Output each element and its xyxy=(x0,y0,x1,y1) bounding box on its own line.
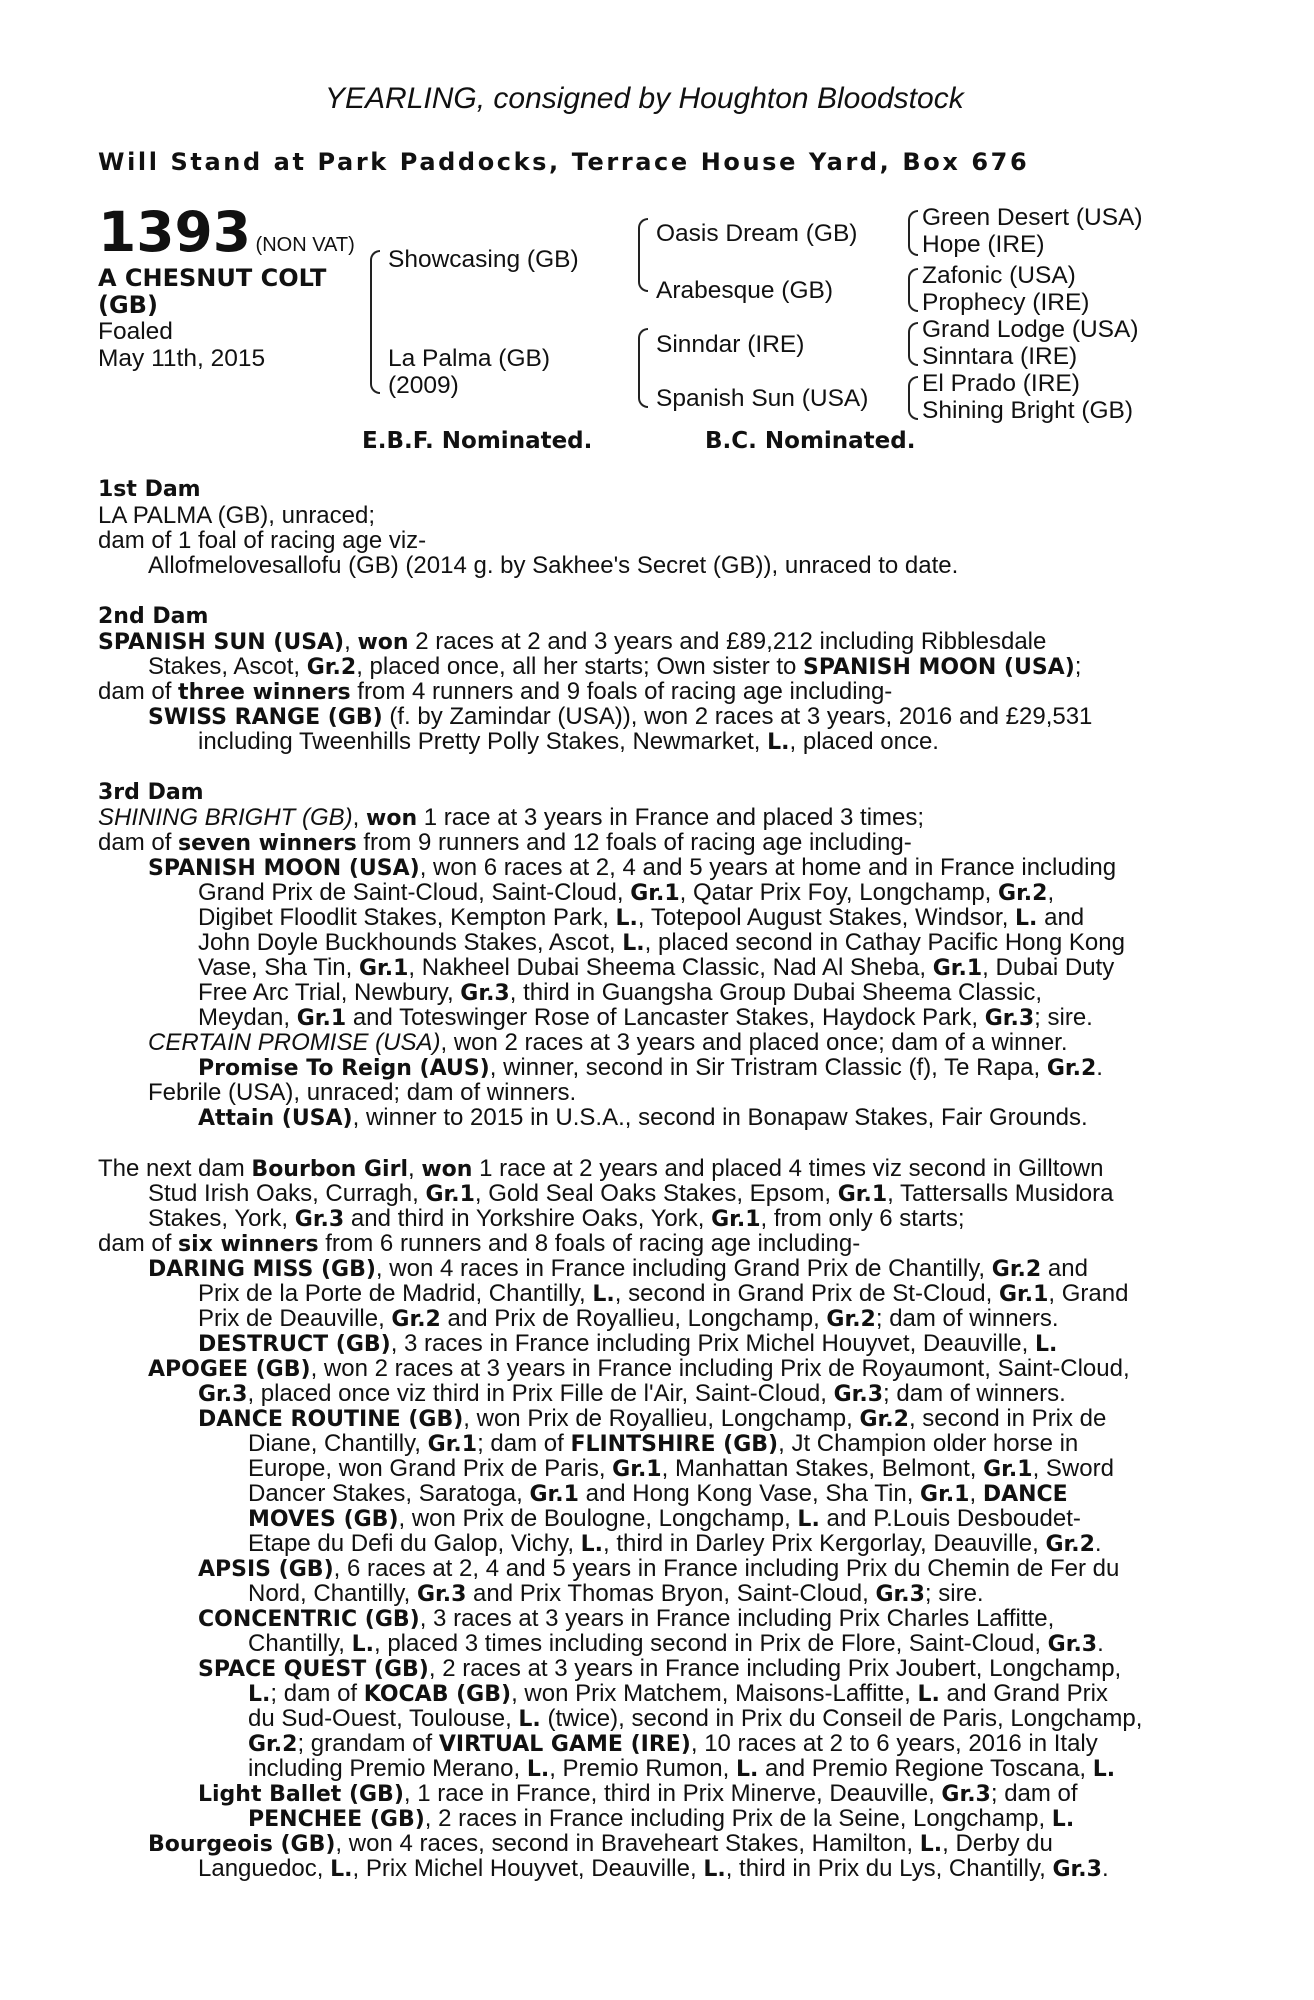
lot-number: 1393 xyxy=(98,200,252,264)
next-dam-line: Europe, won Grand Prix de Paris, Gr.1, Manhattan Stakes, Belmont, Gr.1, Sword xyxy=(248,1455,1114,1482)
second-dam-line: Stakes, Ascot, Gr.2, placed once, all her starts; Own sister to SPANISH MOON (USA); xyxy=(148,653,1082,680)
second-dam-line: including Tweenhills Pretty Polly Stakes, Newmarket, L., placed once. xyxy=(198,728,939,755)
next-dam-line: PENCHEE (GB), 2 races in France including Prix de la Seine, Longchamp, L. xyxy=(248,1805,1075,1832)
next-dam-line: Chantilly, L., placed 3 times including second in Prix de Flore, Saint-Cloud, Gr.3. xyxy=(248,1630,1104,1657)
pedigree-g8: Shining Bright (GB) xyxy=(922,397,1134,424)
pedigree-dam-year: (2009) xyxy=(388,372,459,399)
pedigree-dam-dam: Spanish Sun (USA) xyxy=(656,385,869,412)
next-dam-line: DARING MISS (GB), won 4 races in France including Grand Prix de Chantilly, Gr.2 and xyxy=(148,1255,1088,1282)
next-dam-line: APOGEE (GB), won 2 races at 3 years in France including Prix de Royaumont, Saint-Cloud, xyxy=(148,1355,1130,1382)
next-dam-line: DANCE ROUTINE (GB), won Prix de Royallieu, Longchamp, Gr.2, second in Prix de xyxy=(198,1405,1107,1432)
next-dam-line: Prix de la Porte de Madrid, Chantilly, L., second in Grand Prix de St-Cloud, Gr.1, Grand xyxy=(198,1280,1129,1307)
third-dam-line: CERTAIN PROMISE (USA), won 2 races at 3 years and placed once; dam of a winner. xyxy=(148,1029,1068,1056)
foaled-label: Foaled xyxy=(98,318,173,345)
g-brace-4 xyxy=(908,376,918,420)
pedigree-g2: Hope (IRE) xyxy=(922,231,1045,258)
ebf-nomination: E.B.F. Nominated. xyxy=(362,428,593,454)
g-brace-2 xyxy=(908,268,918,312)
sire-line-brace xyxy=(638,218,648,292)
third-dam-line: Free Arc Trial, Newbury, Gr.3, third in Guangsha Group Dubai Sheema Classic, xyxy=(198,979,1043,1006)
third-dam-line: Digibet Floodlit Stakes, Kempton Park, L., Totepool August Stakes, Windsor, L. and xyxy=(198,904,1085,931)
next-dam-line: including Premio Merano, L., Premio Rumon, L. and Premio Regione Toscana, L. xyxy=(248,1755,1116,1782)
next-dam-line: Light Ballet (GB), 1 race in France, third in Prix Minerve, Deauville, Gr.3; dam of xyxy=(198,1780,1078,1807)
page-title: YEARLING, consigned by Houghton Bloodstock xyxy=(325,82,964,115)
pedigree-sire-dam: Arabesque (GB) xyxy=(656,277,834,304)
next-dam-line: Gr.2; grandam of VIRTUAL GAME (IRE), 10 races at 2 to 6 years, 2016 in Italy xyxy=(248,1730,1098,1757)
stand-location: Will Stand at Park Paddocks, Terrace House Yard, Box 676 xyxy=(98,148,1030,176)
third-dam-line: Promise To Reign (AUS), winner, second in Sir Tristram Classic (f), Te Rapa, Gr.2. xyxy=(198,1054,1103,1081)
next-dam-line: Stud Irish Oaks, Curragh, Gr.1, Gold Seal Oaks Stakes, Epsom, Gr.1, Tattersalls Musidora xyxy=(148,1180,1114,1207)
first-dam-heading: 1st Dam xyxy=(98,477,201,502)
pedigree-g6: Sinntara (IRE) xyxy=(922,343,1078,370)
next-dam-line: L.; dam of KOCAB (GB), won Prix Matchem, Maisons-Laffitte, L. and Grand Prix xyxy=(248,1680,1108,1707)
pedigree-g5: Grand Lodge (USA) xyxy=(922,316,1139,343)
lot-description: A CHESNUT COLT xyxy=(98,264,327,292)
next-dam-line: Diane, Chantilly, Gr.1; dam of FLINTSHIRE (GB), Jt Champion older horse in xyxy=(248,1430,1079,1457)
pedigree-sire-sire: Oasis Dream (GB) xyxy=(656,220,858,247)
second-dam-line: SPANISH SUN (USA), won 2 races at 2 and 3 years and £89,212 including Ribblesdale xyxy=(98,628,1047,655)
pedigree-g1: Green Desert (USA) xyxy=(922,204,1143,231)
pedigree-dam: La Palma (GB) xyxy=(388,345,551,372)
next-dam-line: Etape du Defi du Galop, Vichy, L., third in Darley Prix Kergorlay, Deauville, Gr.2. xyxy=(248,1530,1102,1557)
next-dam-line: The next dam Bourbon Girl, won 1 race at 2 years and placed 4 times viz second in Gilltown xyxy=(98,1155,1104,1182)
next-dam-line: Gr.3, placed once viz third in Prix Fille de l'Air, Saint-Cloud, Gr.3; dam of winners. xyxy=(198,1380,1066,1407)
first-dam-line: Allofmelovesallofu (GB) (2014 g. by Sakhee's Secret (GB)), unraced to date. xyxy=(148,552,959,579)
third-dam-line: Meydan, Gr.1 and Toteswinger Rose of Lancaster Stakes, Haydock Park, Gr.3; sire. xyxy=(198,1004,1093,1031)
third-dam-line: SHINING BRIGHT (GB), won 1 race at 3 years in France and placed 3 times; xyxy=(98,804,925,831)
sire-brace xyxy=(370,250,380,394)
third-dam-line: dam of seven winners from 9 runners and 12 foals of racing age including- xyxy=(98,829,912,856)
next-dam-line: APSIS (GB), 6 races at 2, 4 and 5 years in France including Prix du Chemin de Fer du xyxy=(198,1555,1120,1582)
pedigree-sire: Showcasing (GB) xyxy=(388,246,579,273)
third-dam-line: SPANISH MOON (USA), won 6 races at 2, 4 and 5 years at home and in France including xyxy=(148,854,1117,881)
next-dam-line: Dancer Stakes, Saratoga, Gr.1 and Hong Kong Vase, Sha Tin, Gr.1, DANCE xyxy=(248,1480,1068,1507)
first-dam-line: LA PALMA (GB), unraced; xyxy=(98,502,376,529)
foaled-date: May 11th, 2015 xyxy=(98,345,266,372)
third-dam-line: John Doyle Buckhounds Stakes, Ascot, L., placed second in Cathay Pacific Hong Kong xyxy=(198,929,1125,956)
g-brace-1 xyxy=(908,210,918,256)
next-dam-line: CONCENTRIC (GB), 3 races at 3 years in France including Prix Charles Laffitte, xyxy=(198,1605,1055,1632)
next-dam-line: Nord, Chantilly, Gr.3 and Prix Thomas Bryon, Saint-Cloud, Gr.3; sire. xyxy=(248,1580,984,1607)
vat-status: (NON VAT) xyxy=(255,234,355,256)
next-dam-line: SPACE QUEST (GB), 2 races at 3 years in France including Prix Joubert, Longchamp, xyxy=(198,1655,1122,1682)
pedigree-g3: Zafonic (USA) xyxy=(922,262,1076,289)
second-dam-line: SWISS RANGE (GB) (f. by Zamindar (USA)), won 2 races at 3 years, 2016 and £29,531 xyxy=(148,703,1093,730)
pedigree-g7: El Prado (IRE) xyxy=(922,370,1080,397)
third-dam-line: Attain (USA), winner to 2015 in U.S.A., second in Bonapaw Stakes, Fair Grounds. xyxy=(198,1104,1088,1131)
lot-block xyxy=(98,200,355,264)
lot-description-country: (GB) xyxy=(98,291,158,319)
bc-nomination: B.C. Nominated. xyxy=(705,428,916,454)
third-dam-line: Vase, Sha Tin, Gr.1, Nakheel Dubai Sheema Classic, Nad Al Sheba, Gr.1, Dubai Duty xyxy=(198,954,1115,981)
next-dam-line: Prix de Deauville, Gr.2 and Prix de Royallieu, Longchamp, Gr.2; dam of winners. xyxy=(198,1305,1059,1332)
second-dam-line: dam of three winners from 4 runners and 9 foals of racing age including- xyxy=(98,678,893,705)
second-dam-heading: 2nd Dam xyxy=(98,604,209,629)
next-dam-line: MOVES (GB), won Prix de Boulogne, Longchamp, L. and P.Louis Desboudet- xyxy=(248,1505,1081,1532)
pedigree-dam-sire: Sinndar (IRE) xyxy=(656,331,805,358)
dam-line-brace xyxy=(638,328,648,408)
g-brace-3 xyxy=(908,322,918,366)
third-dam-line: Grand Prix de Saint-Cloud, Saint-Cloud, Gr.1, Qatar Prix Foy, Longchamp, Gr.2, xyxy=(198,879,1055,906)
third-dam-line: Febrile (USA), unraced; dam of winners. xyxy=(148,1079,577,1106)
next-dam-line: Languedoc, L., Prix Michel Houyvet, Deauville, L., third in Prix du Lys, Chantilly, Gr.3. xyxy=(198,1855,1109,1882)
next-dam-line: Stakes, York, Gr.3 and third in Yorkshire Oaks, York, Gr.1, from only 6 starts; xyxy=(148,1205,965,1232)
next-dam-line: dam of six winners from 6 runners and 8 foals of racing age including- xyxy=(98,1230,861,1257)
third-dam-heading: 3rd Dam xyxy=(98,780,204,805)
next-dam-line: Bourgeois (GB), won 4 races, second in Braveheart Stakes, Hamilton, L., Derby du xyxy=(148,1830,1053,1857)
pedigree-g4: Prophecy (IRE) xyxy=(922,289,1090,316)
next-dam-line: du Sud-Ouest, Toulouse, L. (twice), second in Prix du Conseil de Paris, Longchamp, xyxy=(248,1705,1143,1732)
first-dam-line: dam of 1 foal of racing age viz- xyxy=(98,527,427,554)
next-dam-line: DESTRUCT (GB), 3 races in France including Prix Michel Houyvet, Deauville, L. xyxy=(198,1330,1058,1357)
